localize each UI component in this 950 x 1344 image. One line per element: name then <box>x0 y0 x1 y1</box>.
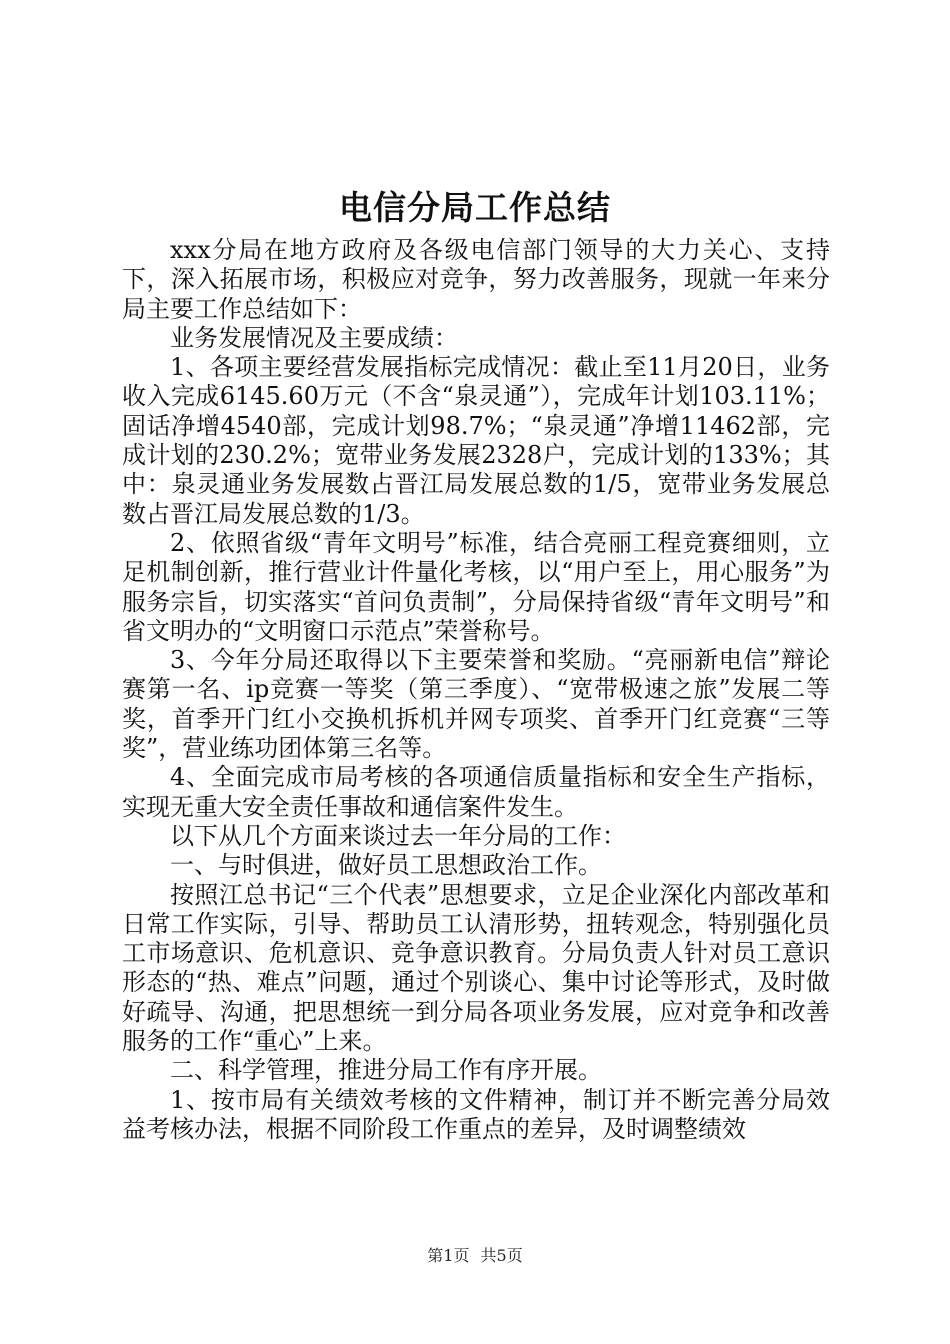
paragraph-transition: 以下从几个方面来谈过去一年分局的工作： <box>170 821 626 850</box>
paragraph-item-1: 1、各项主要经营发展指标完成情况：截止至11月20日，业务收入完成6145.60万元（不含“泉灵通”），完成年计划103.11%；固话净增4540部，完成计划98.7%；“泉灵通”净增11462部，完成计划的230.2%；宽带业务发展2328户，完成计划的133%；其中：泉灵通业务发展数占晋江局发展总数的1/5，宽带业务发展总数占晋江局发展总数的1/3。 <box>122 353 830 528</box>
page-footer <box>0 1244 950 1268</box>
paragraph-heading-2: 二、科学管理，推进分局工作有序开展。 <box>170 1056 602 1085</box>
paragraph-heading-1: 一、与时俱进，做好员工思想政治工作。 <box>170 851 602 880</box>
paragraph-section-heading: 业务发展情况及主要成绩： <box>170 323 458 352</box>
document-body <box>122 236 830 1144</box>
page-total: 共5页 <box>480 1246 523 1265</box>
paragraph-heading-1-body: 按照江总书记“三个代表”思想要求，立足企业深化内部改革和日常工作实际，引导、帮助员工认清形势，扭转观念，特别强化员工市场意识、危机意识、竞争意识教育。分局负责人针对员工意识形态的“热、难点”问题，通过个别谈心、集中讨论等形式，及时做好疏导、沟通，把思想统一到分局各项业务发展，应对竞争和改善服务的工作“重心”上来。 <box>122 880 830 1056</box>
paragraph-intro: xxx分局在地方政府及各级电信部门领导的大力关心、支持下，深入拓展市场，积极应对竞争，努力改善服务，现就一年来分局主要工作总结如下： <box>122 236 830 323</box>
document-title: 电信分局工作总结 <box>339 188 611 227</box>
paragraph-item-3: 3、今年分局还取得以下主要荣誉和奖励。“亮丽新电信”辩论赛第一名、ip竞赛一等奖（第三季度）、“宽带极速之旅”发展二等奖，首季开门红小交换机拆机并网专项奖、首季开门红竞赛“三等奖”，营业练功团体第三名等。 <box>122 646 830 763</box>
paragraph-heading-2-item-1: 1、按市局有关绩效考核的文件精神，制订并不断完善分局效益考核办法，根据不同阶段工作重点的差异，及时调整绩效 <box>122 1085 830 1143</box>
page-number: 第1页 <box>427 1246 470 1265</box>
paragraph-item-4: 4、全面完成市局考核的各项通信质量指标和安全生产指标，实现无重大安全责任事故和通信案件发生。 <box>122 763 830 821</box>
paragraph-item-2: 2、依照省级“青年文明号”标准，结合亮丽工程竞赛细则，立足机制创新，推行营业计件量化考核，以“用户至上，用心服务”为服务宗旨，切实落实“首问负责制”，分局保持省级“青年文明号”和省文明办的“文明窗口示范点”荣誉称号。 <box>122 528 830 645</box>
